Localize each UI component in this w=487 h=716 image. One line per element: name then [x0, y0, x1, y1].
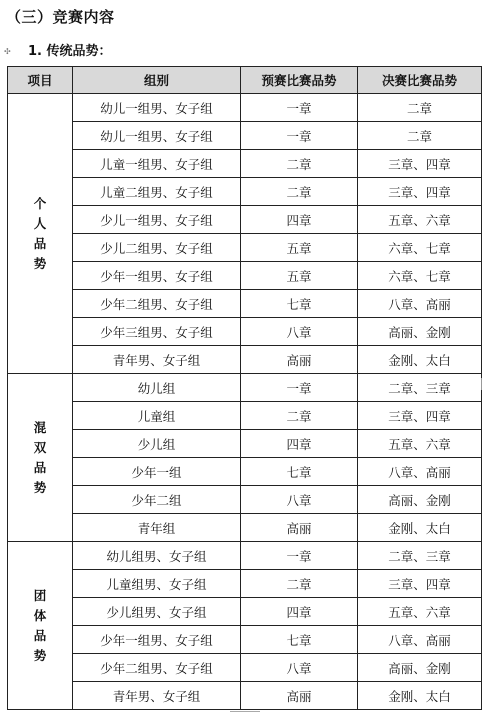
cell-final-form: 二章、三章: [358, 542, 482, 570]
cell-preliminary-form: 四章: [241, 206, 358, 234]
cell-preliminary-form: 八章: [241, 318, 358, 346]
table-row: [8, 682, 482, 710]
cell-group-name: 少年一组男、女子组: [73, 262, 241, 290]
category-char: 势: [33, 479, 47, 495]
cell-preliminary-form: 二章: [241, 178, 358, 206]
cell-final-form: 二章、三章: [358, 374, 482, 402]
cell-final-form: 八章、高丽: [358, 626, 482, 654]
category-char: 势: [33, 647, 47, 663]
cell-final-form: 八章、高丽: [358, 458, 482, 486]
cell-group-name: 青年男、女子组: [73, 346, 241, 374]
cell-preliminary-form: 四章: [241, 598, 358, 626]
cell-preliminary-form: 二章: [241, 570, 358, 598]
cell-final-form: 高丽、金刚: [358, 654, 482, 682]
table-header-row: [8, 67, 482, 94]
table-row: [8, 598, 482, 626]
cell-group-name: 儿童一组男、女子组: [73, 150, 241, 178]
cell-preliminary-form: 七章: [241, 458, 358, 486]
table-row: [8, 346, 482, 374]
cell-final-form: 六章、七章: [358, 234, 482, 262]
table-row: [8, 430, 482, 458]
cell-final-form: 五章、六章: [358, 598, 482, 626]
cell-group-name: 幼儿组: [73, 374, 241, 402]
category-char: 个: [33, 195, 47, 211]
competition-table: [7, 66, 482, 710]
cell-final-form: 六章、七章: [358, 262, 482, 290]
cell-preliminary-form: 五章: [241, 234, 358, 262]
section-heading: （三）竞赛内容: [6, 8, 115, 26]
table-row: [8, 514, 482, 542]
cell-preliminary-form: 一章: [241, 542, 358, 570]
cell-preliminary-form: 四章: [241, 430, 358, 458]
cell-group-name: 儿童组男、女子组: [73, 570, 241, 598]
cell-group-name: 少年二组男、女子组: [73, 654, 241, 682]
category-char: 混: [33, 419, 47, 435]
cell-group-name: 幼儿一组男、女子组: [73, 122, 241, 150]
cell-final-form: 八章、高丽: [358, 290, 482, 318]
category-char: 团: [33, 587, 47, 603]
table-row: [8, 318, 482, 346]
table-row: [8, 486, 482, 514]
cell-final-form: 三章、四章: [358, 150, 482, 178]
cell-group-name: 少儿组男、女子组: [73, 598, 241, 626]
cell-group-name: 少儿一组男、女子组: [73, 206, 241, 234]
table-row: [8, 206, 482, 234]
category-char: 双: [33, 439, 47, 455]
table-row: [8, 626, 482, 654]
table-row: [8, 150, 482, 178]
competition-table-container: [7, 66, 481, 710]
header-final-forms: 决赛比赛品势: [358, 67, 482, 94]
page-footer-marker: [230, 711, 260, 715]
cell-group-name: 少儿二组男、女子组: [73, 234, 241, 262]
cell-group-name: 青年组: [73, 514, 241, 542]
cell-group-name: 少年二组: [73, 486, 241, 514]
paragraph-anchor-icon: ✣: [4, 47, 11, 56]
table-row: [8, 542, 482, 570]
cell-group-name: 少年一组: [73, 458, 241, 486]
cell-preliminary-form: 一章: [241, 122, 358, 150]
cell-final-form: 二章: [358, 122, 482, 150]
cell-group-name: 少年二组男、女子组: [73, 290, 241, 318]
cell-group-name: 青年男、女子组: [73, 682, 241, 710]
cell-final-form: 三章、四章: [358, 570, 482, 598]
category-cell: [8, 374, 73, 542]
cell-group-name: 幼儿一组男、女子组: [73, 94, 241, 122]
table-row: [8, 402, 482, 430]
cell-final-form: 三章、四章: [358, 178, 482, 206]
table-body: [8, 94, 482, 710]
header-preliminary-forms: 预赛比赛品势: [241, 67, 358, 94]
table-row: [8, 290, 482, 318]
cell-group-name: 少年一组男、女子组: [73, 626, 241, 654]
cell-preliminary-form: 七章: [241, 290, 358, 318]
table-row: [8, 458, 482, 486]
cell-final-form: 二章: [358, 94, 482, 122]
cell-preliminary-form: 七章: [241, 626, 358, 654]
cell-preliminary-form: 八章: [241, 486, 358, 514]
cell-preliminary-form: 八章: [241, 654, 358, 682]
cell-preliminary-form: 二章: [241, 150, 358, 178]
cell-preliminary-form: 高丽: [241, 346, 358, 374]
cell-group-name: 儿童组: [73, 402, 241, 430]
category-char: 人: [33, 215, 47, 231]
header-project: 项目: [8, 67, 73, 94]
cell-group-name: 幼儿组男、女子组: [73, 542, 241, 570]
table-row: [8, 570, 482, 598]
category-char: 势: [33, 255, 47, 271]
cell-preliminary-form: 二章: [241, 402, 358, 430]
cell-preliminary-form: 高丽: [241, 682, 358, 710]
cell-preliminary-form: 一章: [241, 374, 358, 402]
cell-final-form: 三章、四章: [358, 402, 482, 430]
table-row: [8, 654, 482, 682]
cell-preliminary-form: 高丽: [241, 514, 358, 542]
cell-final-form: 高丽、金刚: [358, 486, 482, 514]
cell-final-form: 高丽、金刚: [358, 318, 482, 346]
category-char: 体: [33, 607, 47, 623]
table-row: [8, 94, 482, 122]
cell-final-form: 金刚、太白: [358, 682, 482, 710]
table-row: [8, 374, 482, 402]
category-cell: [8, 94, 73, 374]
category-cell: [8, 542, 73, 710]
cell-group-name: 少儿组: [73, 430, 241, 458]
cell-preliminary-form: 五章: [241, 262, 358, 290]
category-char: 品: [33, 627, 47, 643]
cell-final-form: 五章、六章: [358, 430, 482, 458]
cell-preliminary-form: 一章: [241, 94, 358, 122]
table-row: [8, 234, 482, 262]
category-char: 品: [33, 459, 47, 475]
category-char: 品: [33, 235, 47, 251]
table-row: [8, 178, 482, 206]
cell-final-form: 金刚、太白: [358, 346, 482, 374]
table-row: [8, 262, 482, 290]
margin-marker: [481, 378, 487, 390]
cell-final-form: 五章、六章: [358, 206, 482, 234]
cell-group-name: 儿童二组男、女子组: [73, 178, 241, 206]
subsection-heading: 1. 传统品势：: [28, 44, 112, 59]
cell-group-name: 少年三组男、女子组: [73, 318, 241, 346]
table-row: [8, 122, 482, 150]
cell-final-form: 金刚、太白: [358, 514, 482, 542]
header-group: 组别: [73, 67, 241, 94]
